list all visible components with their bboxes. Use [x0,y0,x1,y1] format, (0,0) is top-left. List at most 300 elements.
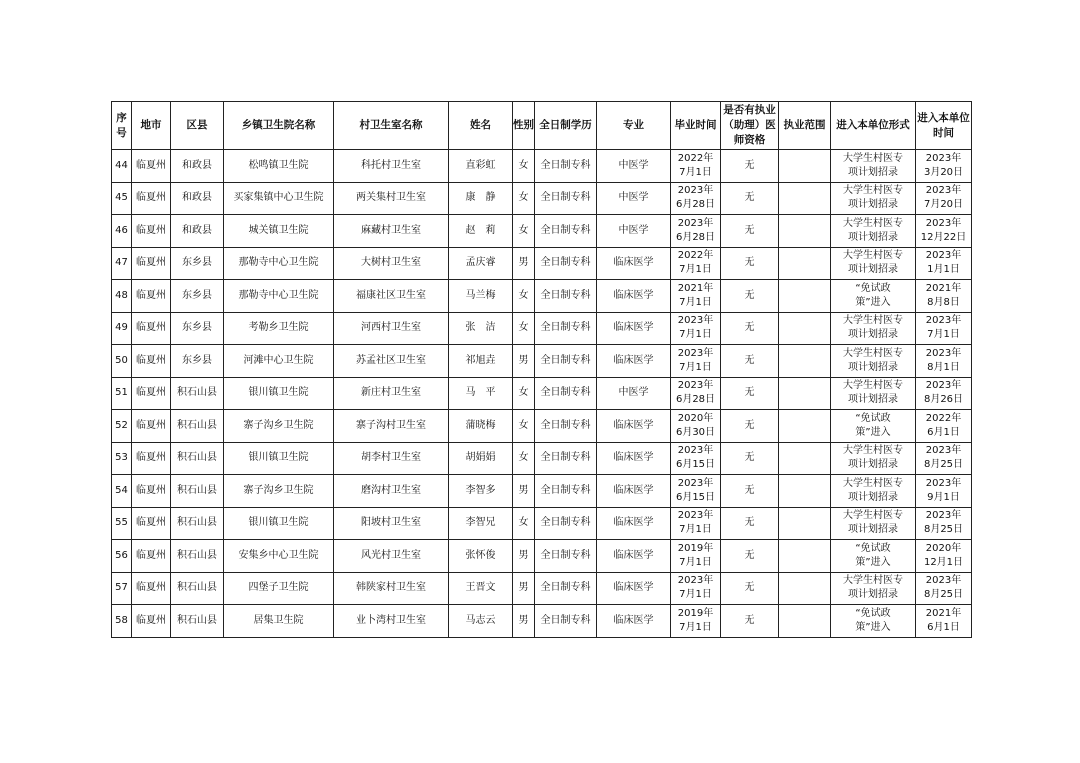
col-header-entry-date: 进入本单位时间 [916,102,972,150]
cell-county: 东乡县 [171,247,224,280]
cell-county: 和政县 [171,215,224,248]
cell-graduation-line1: 2022年 [677,152,714,164]
cell-education: 全日制专科 [535,507,597,540]
cell-entry-date-line2: 8月25日 [923,459,964,471]
cell-city: 临夏州 [132,312,171,345]
cell-township: 寨子沟乡卫生院 [224,475,334,508]
cell-gender: 男 [513,540,535,573]
cell-graduation-line2: 7月1日 [679,556,712,568]
cell-village: 两关集村卫生室 [334,182,449,215]
cell-entry-form-line2: 项计划招录 [848,361,898,373]
table-header-row [112,102,972,150]
cell-index: 46 [112,215,132,248]
cell-entry-date-line1: 2023年 [925,152,962,164]
cell-graduation-line1: 2023年 [677,315,714,327]
cell-county: 东乡县 [171,280,224,313]
cell-license: 无 [721,280,779,313]
cell-graduation [671,247,721,280]
cell-entry-form-line1: “免试政 [855,607,891,619]
cell-education: 全日制专科 [535,280,597,313]
cell-village: 韩陕家村卫生室 [334,572,449,605]
col-header-name: 姓名 [449,102,513,150]
cell-person-name: 赵 莉 [449,215,513,248]
table-row [112,475,972,508]
cell-gender: 男 [513,572,535,605]
cell-city: 临夏州 [132,247,171,280]
table-row [112,605,972,638]
cell-township: 银川镇卫生院 [224,442,334,475]
cell-index: 57 [112,572,132,605]
cell-entry-date-line2: 3月20日 [923,166,964,178]
cell-entry-date-line1: 2023年 [925,380,962,392]
cell-graduation-line1: 2019年 [677,542,714,554]
cell-major: 临床医学 [597,280,671,313]
roster-table [111,101,972,638]
cell-index: 52 [112,410,132,443]
cell-gender: 女 [513,150,535,183]
cell-county: 积石山县 [171,572,224,605]
cell-entry-date-line1: 2020年 [925,542,962,554]
cell-scope [779,605,831,638]
cell-graduation [671,507,721,540]
cell-scope [779,540,831,573]
cell-graduation-line1: 2023年 [677,510,714,522]
cell-graduation-line1: 2023年 [677,217,714,229]
cell-person-name: 王晋文 [449,572,513,605]
cell-entry-form-line1: 大学生村医专 [843,250,903,262]
table-row [112,572,972,605]
col-header-county: 区县 [171,102,224,150]
cell-entry-form-line1: 大学生村医专 [843,510,903,522]
cell-graduation-line2: 7月1日 [679,589,712,601]
cell-education: 全日制专科 [535,215,597,248]
cell-village: 胡李村卫生室 [334,442,449,475]
cell-entry-date-line2: 8月8日 [927,296,960,308]
cell-entry-form-line1: “免试政 [855,282,891,294]
cell-township: 松鸣镇卫生院 [224,150,334,183]
cell-person-name: 康 静 [449,182,513,215]
cell-city: 临夏州 [132,442,171,475]
cell-license: 无 [721,410,779,443]
cell-entry-date-line2: 8月25日 [923,524,964,536]
cell-graduation [671,345,721,378]
cell-person-name: 胡娟娟 [449,442,513,475]
cell-entry-date [916,377,972,410]
cell-entry-form-line2: 项计划招录 [848,329,898,341]
cell-entry-form-line1: 大学生村医专 [843,347,903,359]
cell-township: 河滩中心卫生院 [224,345,334,378]
cell-graduation-line1: 2019年 [677,607,714,619]
cell-township: 城关镇卫生院 [224,215,334,248]
cell-index: 53 [112,442,132,475]
cell-city: 临夏州 [132,377,171,410]
cell-county: 积石山县 [171,442,224,475]
cell-city: 临夏州 [132,410,171,443]
cell-graduation [671,475,721,508]
table-row [112,182,972,215]
cell-license: 无 [721,475,779,508]
cell-entry-form-line2: 项计划招录 [848,524,898,536]
cell-major: 临床医学 [597,540,671,573]
cell-entry-form [831,280,916,313]
table-row [112,150,972,183]
cell-village: 业卜湾村卫生室 [334,605,449,638]
cell-graduation-line2: 7月1日 [679,264,712,276]
cell-license: 无 [721,572,779,605]
cell-entry-form [831,475,916,508]
table-row [112,280,972,313]
cell-graduation-line2: 7月1日 [679,361,712,373]
cell-entry-date-line1: 2023年 [925,477,962,489]
cell-entry-form [831,345,916,378]
cell-entry-form [831,572,916,605]
cell-major: 临床医学 [597,247,671,280]
cell-village: 苏孟社区卫生室 [334,345,449,378]
cell-gender: 女 [513,442,535,475]
cell-entry-form-line1: 大学生村医专 [843,477,903,489]
cell-education: 全日制专科 [535,150,597,183]
cell-graduation [671,312,721,345]
cell-county: 积石山县 [171,475,224,508]
cell-gender: 男 [513,475,535,508]
cell-graduation [671,540,721,573]
cell-index: 54 [112,475,132,508]
cell-township: 居集卫生院 [224,605,334,638]
cell-entry-form-line1: 大学生村医专 [843,152,903,164]
cell-graduation-line2: 6月28日 [675,199,716,211]
table-body [112,150,972,638]
cell-entry-form-line1: 大学生村医专 [843,315,903,327]
cell-city: 临夏州 [132,475,171,508]
cell-gender: 女 [513,215,535,248]
cell-entry-date [916,507,972,540]
col-header-index: 序号 [112,102,132,150]
cell-license: 无 [721,312,779,345]
cell-person-name: 李智多 [449,475,513,508]
cell-entry-date-line1: 2023年 [925,315,962,327]
cell-city: 临夏州 [132,182,171,215]
cell-village: 大树村卫生室 [334,247,449,280]
cell-entry-date-line1: 2023年 [925,250,962,262]
cell-county: 和政县 [171,150,224,183]
cell-person-name: 张怀俊 [449,540,513,573]
cell-entry-form [831,442,916,475]
cell-gender: 男 [513,345,535,378]
cell-entry-form [831,507,916,540]
table-row [112,247,972,280]
cell-county: 积石山县 [171,540,224,573]
cell-graduation-line1: 2023年 [677,185,714,197]
cell-gender: 男 [513,605,535,638]
cell-index: 48 [112,280,132,313]
cell-graduation-line2: 6月15日 [675,459,716,471]
cell-graduation-line2: 6月28日 [675,231,716,243]
cell-entry-date-line2: 7月20日 [923,199,964,211]
cell-city: 临夏州 [132,280,171,313]
cell-education: 全日制专科 [535,345,597,378]
cell-graduation [671,280,721,313]
cell-entry-form [831,312,916,345]
cell-scope [779,312,831,345]
cell-person-name: 直彩虹 [449,150,513,183]
cell-license: 无 [721,215,779,248]
cell-graduation-line1: 2023年 [677,575,714,587]
cell-graduation [671,150,721,183]
cell-index: 51 [112,377,132,410]
cell-scope [779,507,831,540]
cell-township: 那勒寺中心卫生院 [224,247,334,280]
cell-entry-form [831,605,916,638]
table-row [112,312,972,345]
cell-graduation-line1: 2023年 [677,347,714,359]
cell-graduation-line2: 7月1日 [679,296,712,308]
cell-scope [779,247,831,280]
cell-entry-form [831,410,916,443]
cell-graduation-line2: 7月1日 [679,166,712,178]
cell-scope [779,345,831,378]
cell-index: 47 [112,247,132,280]
col-header-major: 专业 [597,102,671,150]
table-row [112,377,972,410]
cell-entry-date [916,605,972,638]
cell-gender: 女 [513,410,535,443]
cell-person-name: 孟庆睿 [449,247,513,280]
cell-township: 四堡子卫生院 [224,572,334,605]
col-header-license: 是否有执业（助理）医师资格 [721,102,779,150]
cell-graduation-line2: 7月1日 [679,524,712,536]
cell-entry-date-line2: 8月25日 [923,589,964,601]
cell-entry-form-line2: 策”进入 [855,556,891,568]
col-header-education: 全日制学历 [535,102,597,150]
cell-education: 全日制专科 [535,410,597,443]
cell-entry-form [831,215,916,248]
cell-graduation-line2: 6月28日 [675,394,716,406]
col-header-township: 乡镇卫生院名称 [224,102,334,150]
cell-village: 阳坡村卫生室 [334,507,449,540]
cell-entry-date-line1: 2021年 [925,282,962,294]
cell-license: 无 [721,182,779,215]
cell-entry-date [916,410,972,443]
cell-scope [779,475,831,508]
cell-county: 东乡县 [171,312,224,345]
cell-entry-date-line2: 8月26日 [923,394,964,406]
cell-entry-date [916,182,972,215]
table-row [112,540,972,573]
cell-major: 临床医学 [597,475,671,508]
cell-graduation [671,410,721,443]
cell-license: 无 [721,150,779,183]
table-row [112,215,972,248]
cell-entry-date-line2: 7月1日 [927,329,960,341]
cell-gender: 男 [513,247,535,280]
cell-entry-form-line2: 项计划招录 [848,264,898,276]
cell-major: 临床医学 [597,345,671,378]
cell-entry-date-line1: 2023年 [925,185,962,197]
cell-person-name: 蒲晓梅 [449,410,513,443]
cell-entry-date [916,572,972,605]
cell-graduation-line2: 6月30日 [675,426,716,438]
cell-education: 全日制专科 [535,312,597,345]
cell-major: 临床医学 [597,507,671,540]
cell-township: 银川镇卫生院 [224,507,334,540]
cell-person-name: 马志云 [449,605,513,638]
cell-entry-date-line2: 1月1日 [927,264,960,276]
cell-scope [779,377,831,410]
cell-entry-date [916,442,972,475]
cell-entry-form-line2: 项计划招录 [848,459,898,471]
cell-scope [779,280,831,313]
cell-entry-form-line2: 项计划招录 [848,589,898,601]
cell-person-name: 张 洁 [449,312,513,345]
cell-entry-form-line1: “免试政 [855,412,891,424]
cell-graduation [671,182,721,215]
cell-entry-date-line1: 2023年 [925,445,962,457]
cell-major: 中医学 [597,150,671,183]
cell-major: 临床医学 [597,312,671,345]
cell-license: 无 [721,507,779,540]
cell-education: 全日制专科 [535,540,597,573]
cell-major: 中医学 [597,182,671,215]
cell-entry-date [916,540,972,573]
col-header-graduation: 毕业时间 [671,102,721,150]
cell-education: 全日制专科 [535,475,597,508]
cell-graduation-line2: 7月1日 [679,329,712,341]
cell-license: 无 [721,540,779,573]
cell-entry-date-line1: 2023年 [925,347,962,359]
cell-scope [779,572,831,605]
cell-major: 临床医学 [597,410,671,443]
cell-entry-form-line1: 大学生村医专 [843,185,903,197]
cell-entry-form-line2: 项计划招录 [848,166,898,178]
cell-entry-form-line2: 项计划招录 [848,491,898,503]
cell-scope [779,215,831,248]
cell-index: 45 [112,182,132,215]
cell-county: 东乡县 [171,345,224,378]
cell-township: 银川镇卫生院 [224,377,334,410]
cell-village: 科托村卫生室 [334,150,449,183]
cell-education: 全日制专科 [535,247,597,280]
table-row [112,410,972,443]
cell-entry-date-line2: 8月1日 [927,361,960,373]
col-header-village: 村卫生室名称 [334,102,449,150]
cell-major: 中医学 [597,377,671,410]
cell-education: 全日制专科 [535,377,597,410]
cell-entry-date-line2: 12月1日 [923,556,964,568]
cell-city: 临夏州 [132,150,171,183]
cell-entry-form-line2: 策”进入 [855,426,891,438]
cell-graduation-line2: 7月1日 [679,621,712,633]
cell-person-name: 马 平 [449,377,513,410]
table-row [112,345,972,378]
cell-education: 全日制专科 [535,572,597,605]
cell-graduation [671,605,721,638]
cell-major: 临床医学 [597,605,671,638]
cell-county: 积石山县 [171,377,224,410]
cell-city: 临夏州 [132,605,171,638]
cell-gender: 女 [513,377,535,410]
cell-index: 55 [112,507,132,540]
table-row [112,507,972,540]
cell-city: 临夏州 [132,345,171,378]
cell-index: 44 [112,150,132,183]
cell-entry-form-line2: 项计划招录 [848,231,898,243]
cell-village: 河西村卫生室 [334,312,449,345]
cell-major: 临床医学 [597,572,671,605]
cell-scope [779,442,831,475]
cell-village: 福康社区卫生室 [334,280,449,313]
cell-person-name: 祁旭垚 [449,345,513,378]
cell-graduation [671,442,721,475]
cell-township: 买家集镇中心卫生院 [224,182,334,215]
cell-graduation-line2: 6月15日 [675,491,716,503]
cell-entry-date [916,280,972,313]
cell-city: 临夏州 [132,507,171,540]
cell-graduation [671,377,721,410]
cell-entry-form [831,377,916,410]
cell-gender: 女 [513,182,535,215]
cell-gender: 女 [513,280,535,313]
cell-entry-form [831,150,916,183]
cell-entry-form-line2: 项计划招录 [848,394,898,406]
cell-entry-date-line1: 2023年 [925,510,962,522]
cell-person-name: 李智兄 [449,507,513,540]
cell-gender: 女 [513,507,535,540]
cell-village: 寨子沟村卫生室 [334,410,449,443]
cell-entry-date-line2: 12月22日 [920,231,967,243]
cell-entry-form-line2: 策”进入 [855,296,891,308]
table-row [112,442,972,475]
cell-entry-date-line1: 2023年 [925,575,962,587]
cell-city: 临夏州 [132,572,171,605]
cell-county: 积石山县 [171,410,224,443]
cell-entry-form-line1: 大学生村医专 [843,575,903,587]
cell-township: 考勒乡卫生院 [224,312,334,345]
cell-township: 那勒寺中心卫生院 [224,280,334,313]
cell-major: 中医学 [597,215,671,248]
cell-entry-date-line2: 9月1日 [927,491,960,503]
cell-graduation-line1: 2023年 [677,477,714,489]
cell-entry-date-line1: 2022年 [925,412,962,424]
col-header-gender: 性别 [513,102,535,150]
cell-license: 无 [721,345,779,378]
cell-scope [779,150,831,183]
cell-graduation-line1: 2023年 [677,445,714,457]
cell-license: 无 [721,247,779,280]
cell-graduation [671,215,721,248]
cell-entry-date-line2: 6月1日 [927,621,960,633]
cell-entry-form-line1: 大学生村医专 [843,380,903,392]
cell-village: 新庄村卫生室 [334,377,449,410]
cell-index: 50 [112,345,132,378]
cell-county: 积石山县 [171,507,224,540]
cell-entry-date [916,215,972,248]
cell-entry-form-line2: 策”进入 [855,621,891,633]
cell-entry-date-line1: 2021年 [925,607,962,619]
cell-license: 无 [721,377,779,410]
cell-entry-date [916,312,972,345]
cell-scope [779,182,831,215]
cell-entry-form [831,247,916,280]
cell-education: 全日制专科 [535,182,597,215]
cell-village: 麻藏村卫生室 [334,215,449,248]
cell-entry-form [831,540,916,573]
cell-county: 积石山县 [171,605,224,638]
cell-scope [779,410,831,443]
cell-entry-date [916,150,972,183]
cell-entry-date [916,475,972,508]
cell-entry-date-line1: 2023年 [925,217,962,229]
cell-license: 无 [721,442,779,475]
